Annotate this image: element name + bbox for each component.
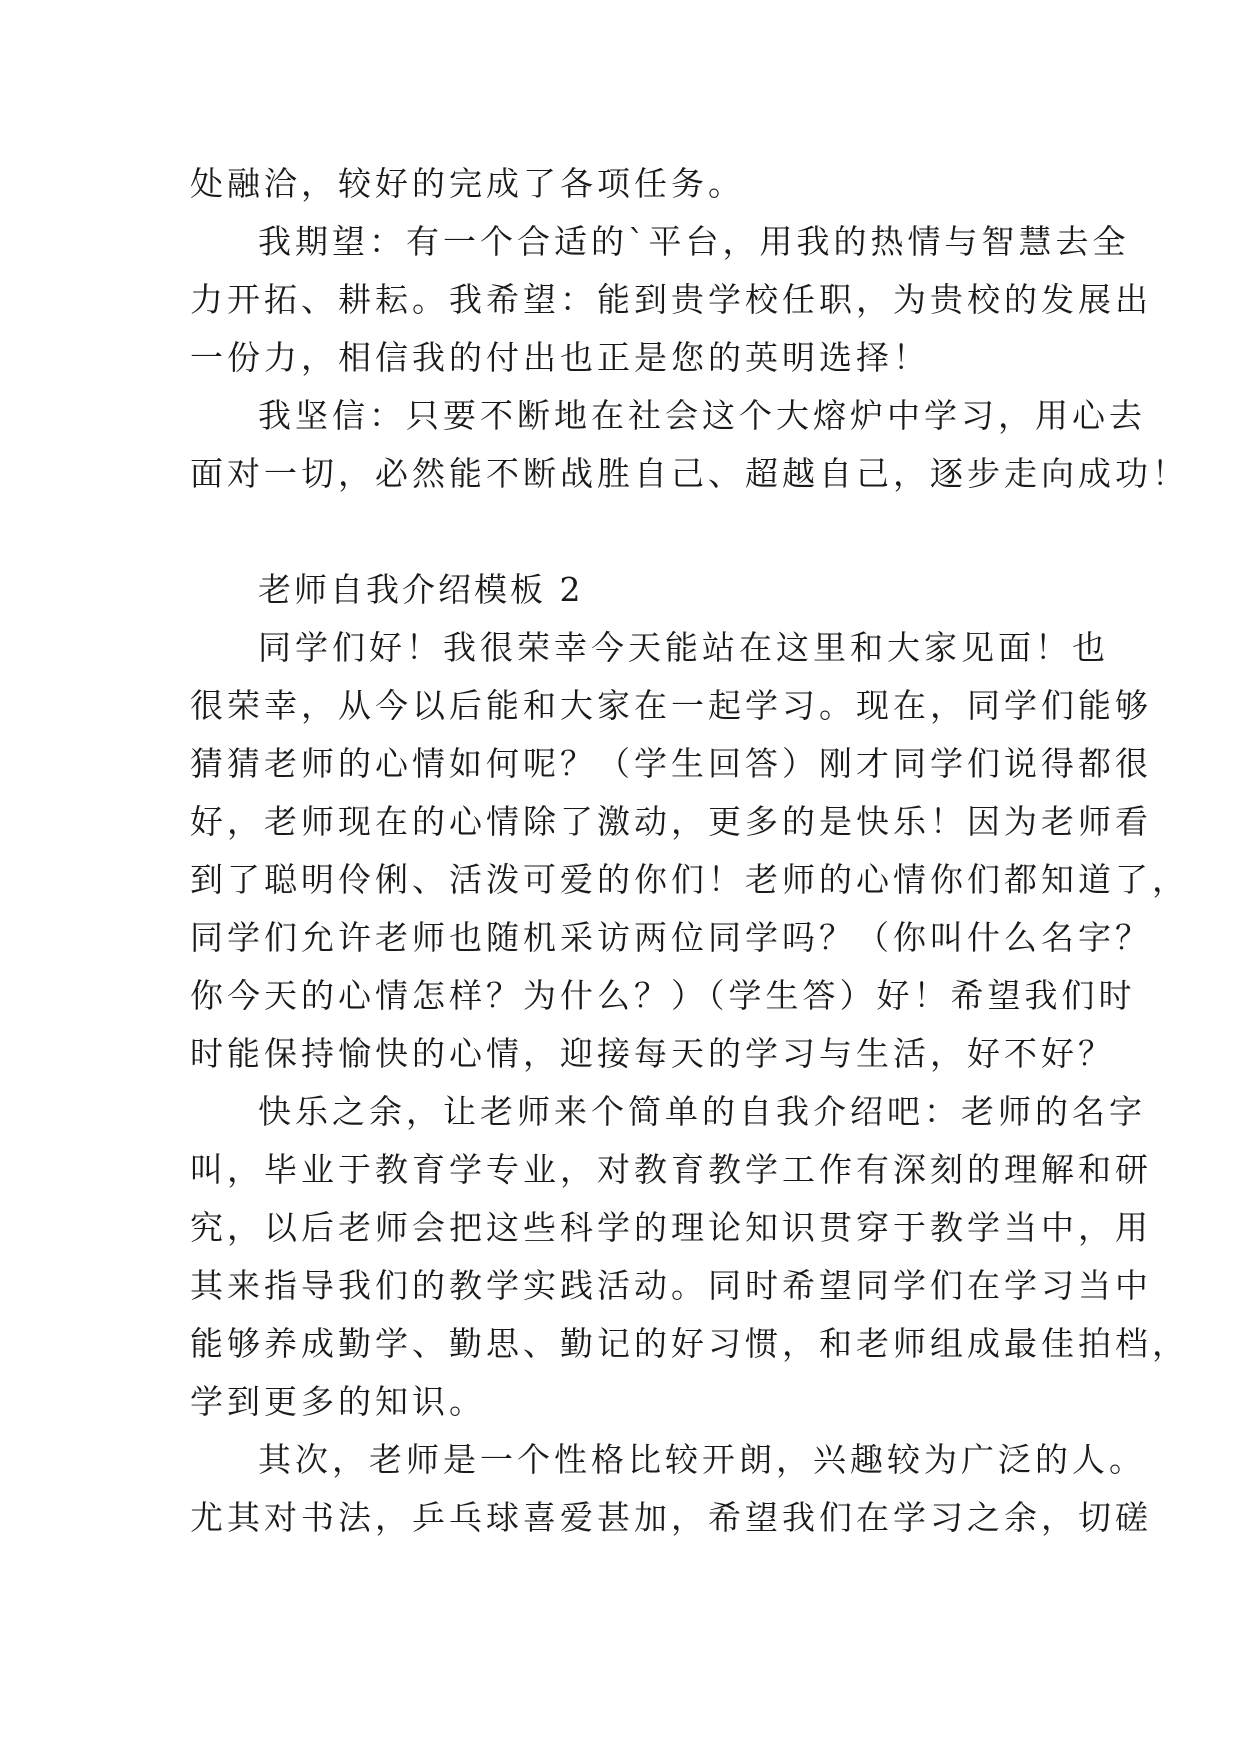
text-line: 其来指导我们的教学实践活动。同时希望同学们在学习当中 bbox=[190, 1266, 1152, 1305]
text-line: 猜猜老师的心情如何呢？（学生回答）刚才同学们说得都很 bbox=[190, 744, 1152, 783]
text-line: 时能保持愉快的心情，迎接每天的学习与生活，好不好？ bbox=[190, 1034, 1115, 1073]
text-line: 到了聪明伶俐、活泼可爱的你们！老师的心情你们都知道了， bbox=[190, 860, 1189, 899]
text-line: 尤其对书法，乒乓球喜爱甚加，希望我们在学习之余，切磋 bbox=[190, 1498, 1152, 1537]
text-line: 一份力，相信我的付出也正是您的英明选择！ bbox=[190, 338, 930, 377]
text-line: 快乐之余，让老师来个简单的自我介绍吧：老师的名字 bbox=[258, 1092, 1146, 1131]
text-line: 我期望：有一个合适的`平台，用我的热情与智慧去全 bbox=[258, 222, 1130, 261]
text-line: 好，老师现在的心情除了激动，更多的是快乐！因为老师看 bbox=[190, 802, 1152, 841]
text-line: 同学们允许老师也随机采访两位同学吗？（你叫什么名字？ bbox=[190, 918, 1152, 957]
text-line: 能够养成勤学、勤思、勤记的好习惯，和老师组成最佳拍档， bbox=[190, 1324, 1189, 1363]
section-spacer bbox=[190, 503, 1060, 561]
text-line: 很荣幸，从今以后能和大家在一起学习。现在，同学们能够 bbox=[190, 686, 1152, 725]
text-line: 处融洽，较好的完成了各项任务。 bbox=[190, 164, 745, 203]
text-line: 学到更多的知识。 bbox=[190, 1382, 486, 1421]
text-line: 其次，老师是一个性格比较开朗，兴趣较为广泛的人。 bbox=[258, 1440, 1146, 1479]
text-line: 我坚信：只要不断地在社会这个大熔炉中学习，用心去 bbox=[258, 396, 1146, 435]
document-body bbox=[190, 155, 1189, 1547]
text-line: 面对一切，必然能不断战胜自己、超越自己，逐步走向成功！ bbox=[190, 454, 1189, 493]
text-line: 你今天的心情怎样？为什么？）（学生答）好！希望我们时 bbox=[190, 976, 1136, 1015]
text-line: 同学们好！我很荣幸今天能站在这里和大家见面！也 bbox=[258, 628, 1109, 667]
text-line: 究，以后老师会把这些科学的理论知识贯穿于教学当中，用 bbox=[190, 1208, 1152, 1247]
text-line: 叫，毕业于教育学专业，对教育教学工作有深刻的理解和研 bbox=[190, 1150, 1152, 1189]
section-heading: 老师自我介绍模板 2 bbox=[258, 570, 584, 609]
text-line: 力开拓、耕耘。我希望：能到贵学校任职，为贵校的发展出 bbox=[190, 280, 1152, 319]
